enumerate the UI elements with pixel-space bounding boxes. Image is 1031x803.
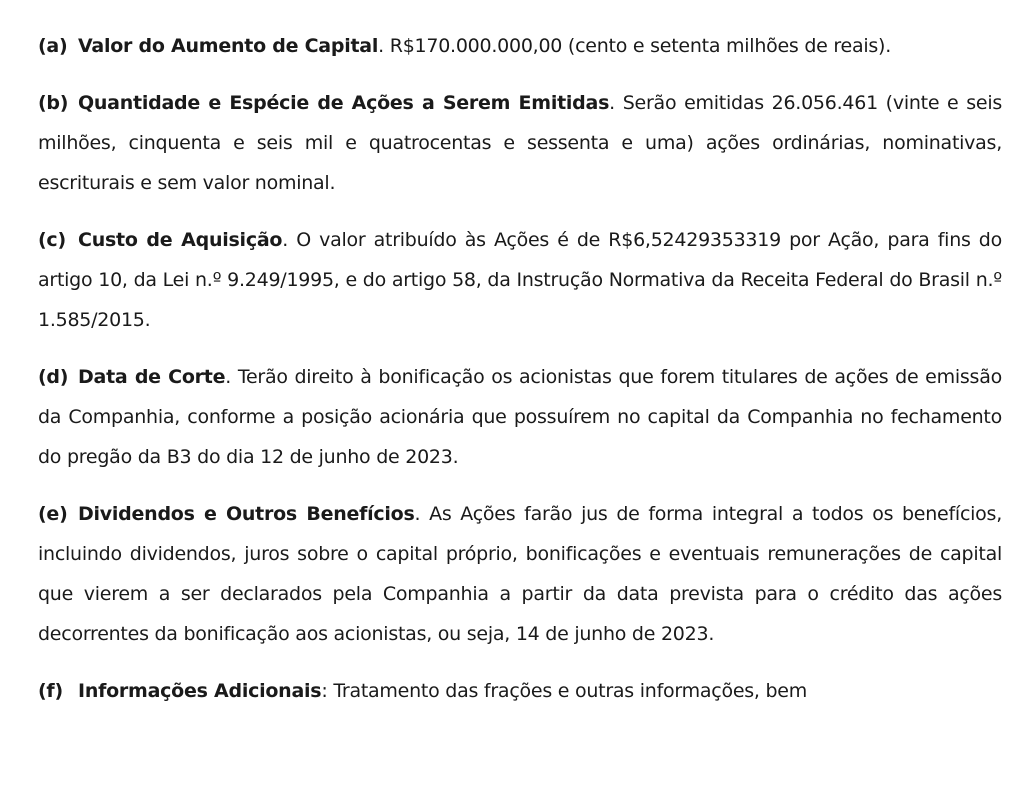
paragraph-f — [38, 671, 1002, 711]
item-title: Valor do Aumento de Capital — [78, 35, 379, 57]
item-separator: . — [378, 35, 384, 57]
item-title: Custo de Aquisição — [78, 229, 283, 251]
paragraph-e — [38, 494, 1002, 654]
item-text: As Ações farão jus de forma integral a todos os benefícios, incluindo dividendos, juros sobre o capital próprio, bonificações e eventuais remunerações de capital que vierem a ser declarados pela Companhia a partir da data prevista para o crédito das ações decorrentes da bonificação aos acionistas, ou seja, 14 de junho de 2023. — [38, 503, 1002, 645]
item-separator: . — [414, 503, 421, 525]
item-letter: (d) — [38, 366, 69, 388]
item-title: Data de Corte — [78, 366, 226, 388]
item-title: Informações Adicionais — [78, 680, 322, 702]
item-text: Terão direito à bonificação os acionistas que forem titulares de ações de emissão da Companhia, conforme a posição acionária que possuírem no capital da Companhia no fechamento do pregão da B3 do dia 12 de junho de 2023. — [38, 366, 1002, 468]
item-text: O valor atribuído às Ações é de R$6,52429353319 por Ação, para fins do artigo 10, da Lei n.º 9.249/1995, e do artigo 58, da Instrução Normativa da Receita Federal do Brasil n.º 1.585/2015. — [38, 229, 1002, 331]
item-text: Serão emitidas 26.056.461 (vinte e seis milhões, cinquenta e seis mil e quatrocentas e sessenta e uma) ações ordinárias, nominativas, escriturais e sem valor nominal. — [38, 92, 1002, 194]
item-letter: (a) — [38, 35, 68, 57]
item-separator: : — [321, 680, 328, 702]
item-text: Tratamento das frações e outras informações, bem — [333, 680, 808, 702]
paragraph-b — [38, 83, 1002, 203]
item-letter: (c) — [38, 229, 66, 251]
paragraph-c — [38, 220, 1002, 340]
paragraph-a — [38, 26, 1002, 66]
item-letter: (b) — [38, 92, 69, 114]
item-title: Dividendos e Outros Benefícios — [78, 503, 415, 525]
item-letter: (e) — [38, 503, 68, 525]
paragraph-d — [38, 357, 1002, 477]
item-separator: . — [225, 366, 232, 388]
item-text: R$170.000.000,00 (cento e setenta milhões de reais). — [389, 35, 892, 57]
document-body — [38, 26, 1002, 728]
item-separator: . — [609, 92, 615, 114]
item-title: Quantidade e Espécie de Ações a Serem Emitidas — [78, 92, 610, 114]
item-separator: . — [282, 229, 289, 251]
item-letter: (f) — [38, 680, 63, 702]
